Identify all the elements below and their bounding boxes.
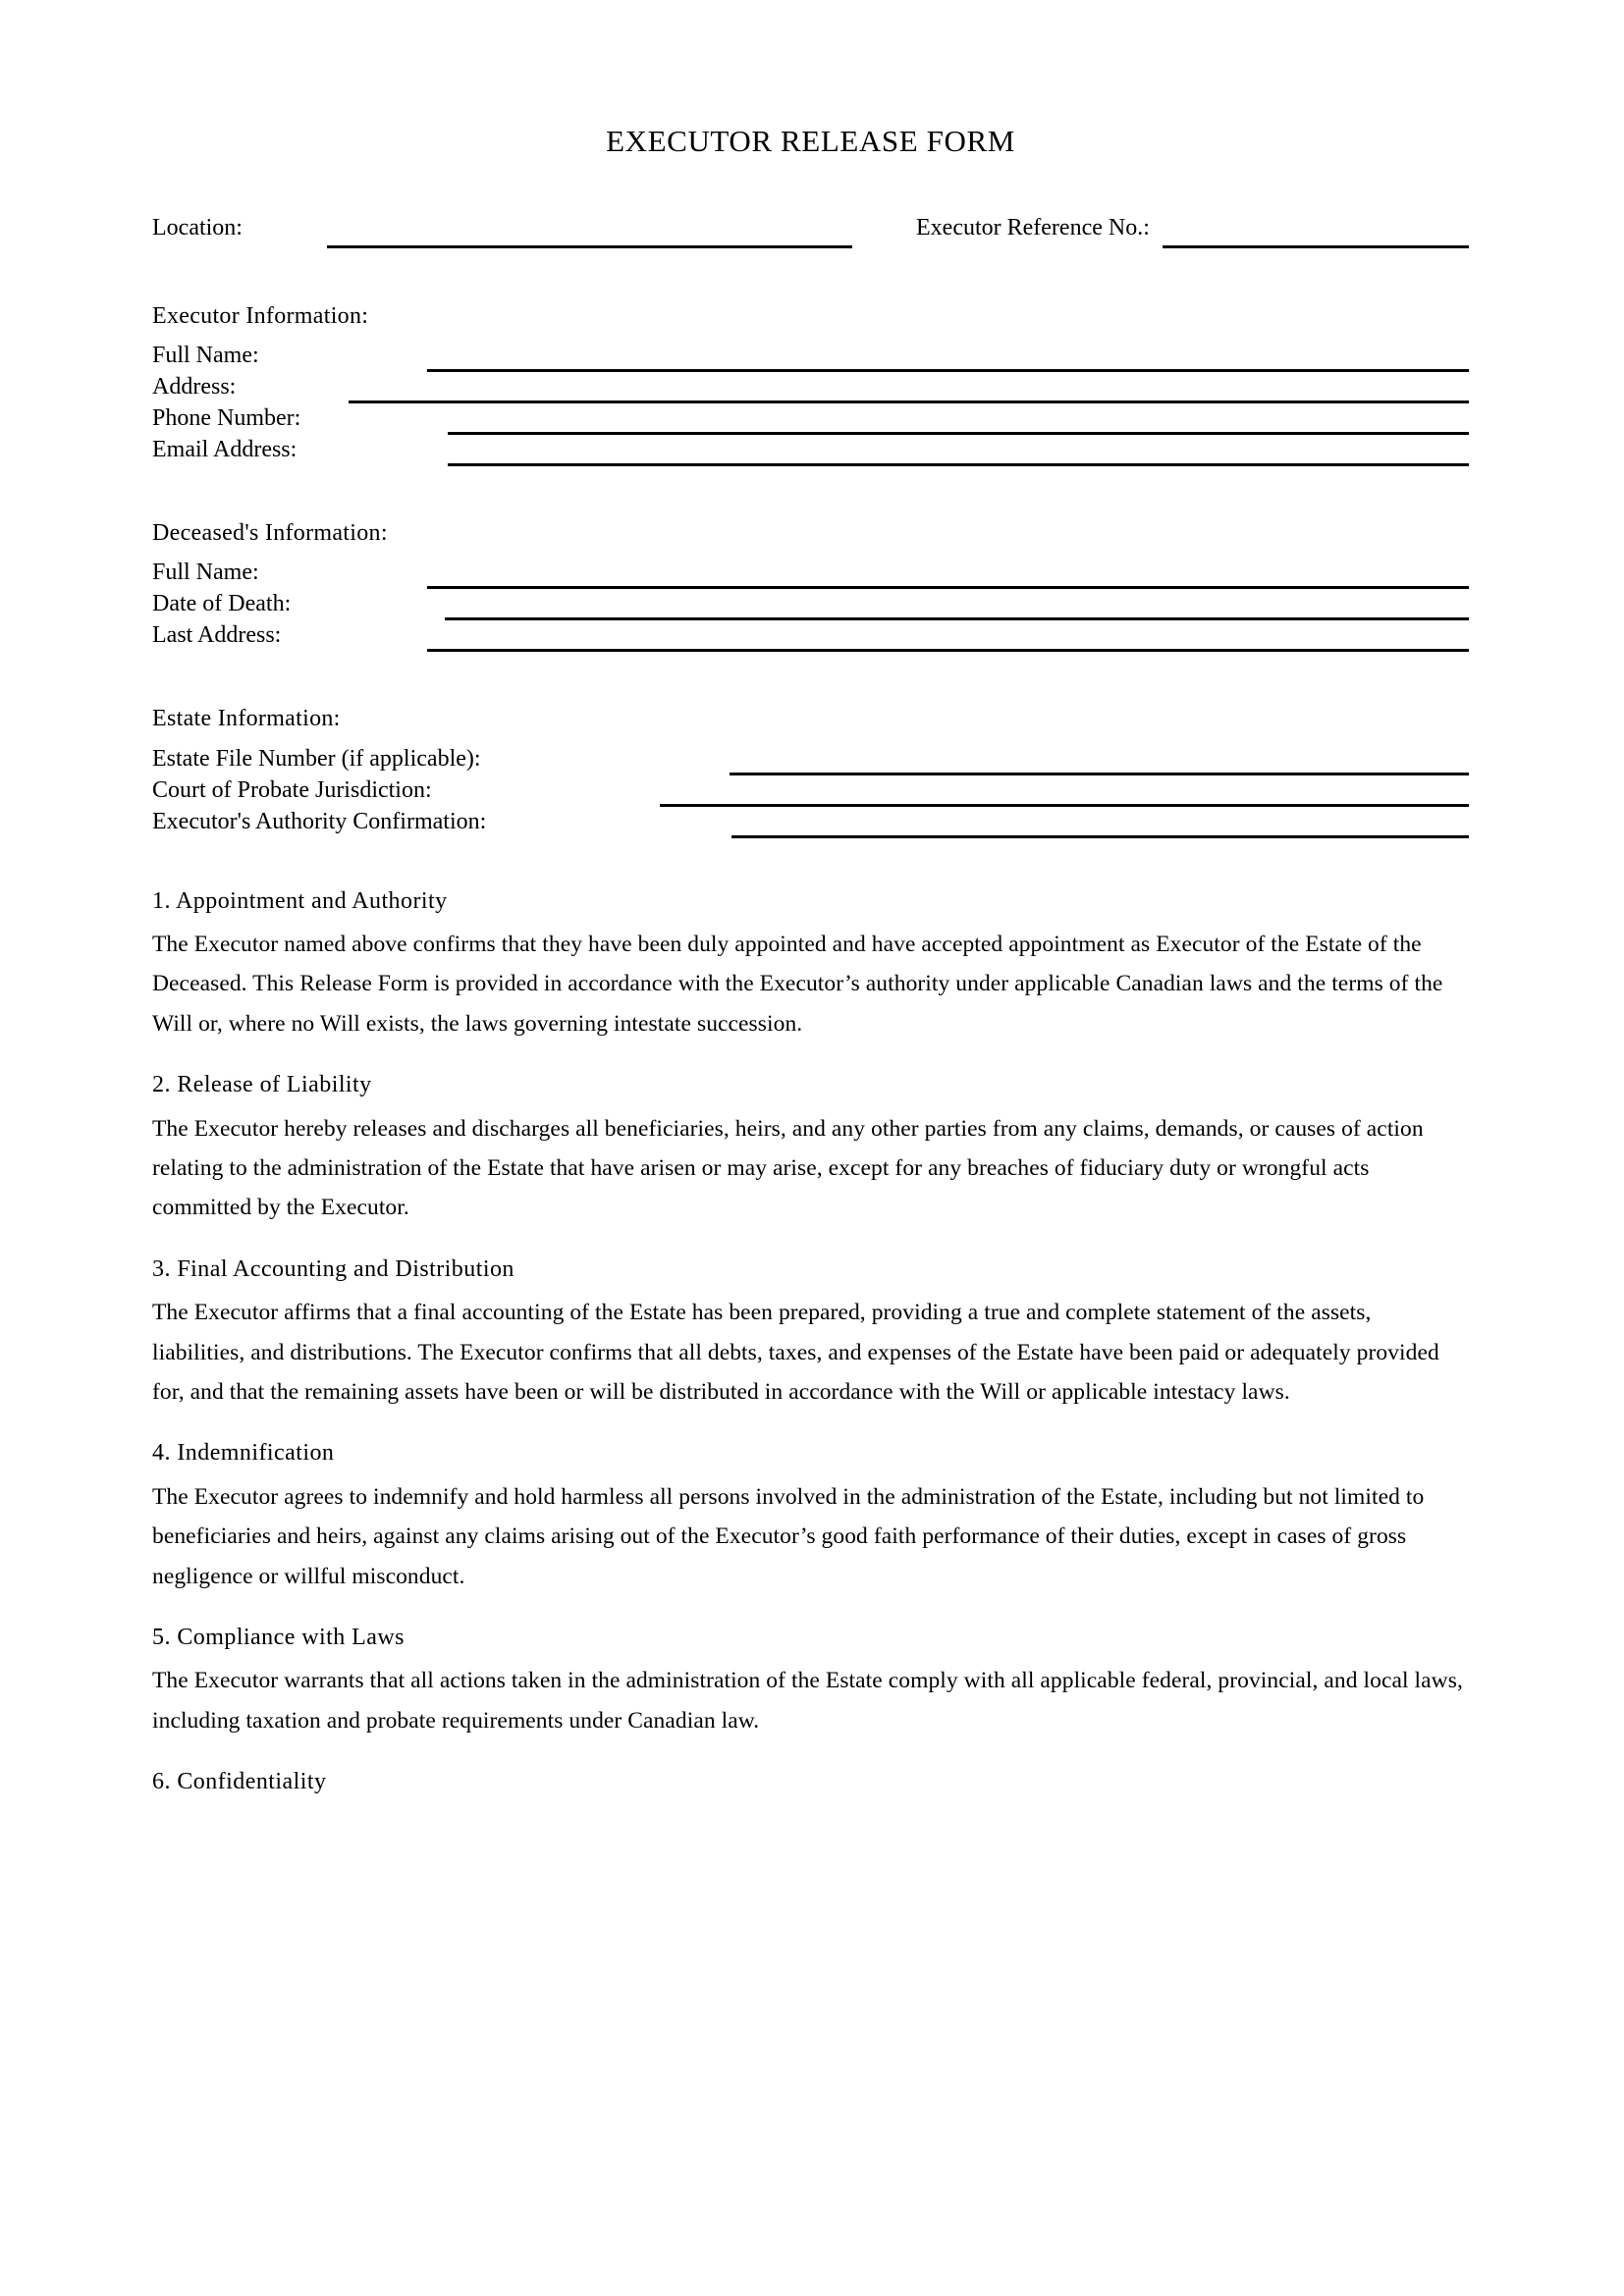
clause-1-title: 1. Appointment and Authority bbox=[152, 887, 448, 914]
field-row-executor-authority bbox=[152, 807, 1469, 838]
clause-4 bbox=[152, 1437, 1469, 1596]
executor-email-input-rule[interactable] bbox=[448, 463, 1469, 466]
field-row-executor-full-name bbox=[152, 341, 1469, 372]
clause-4-body: The Executor agrees to indemnify and hold harmless all persons involved in the administration of the Estate, including but not limited to beneficiaries and heirs, against any claims arising out of the Executor’s good faith performance of their duties, except in cases of gross negligence or willful misconduct. bbox=[152, 1483, 1425, 1589]
clause-2-title: 2. Release of Liability bbox=[152, 1072, 372, 1098]
location-input-rule[interactable] bbox=[327, 245, 852, 248]
field-row-estate-file-number bbox=[152, 744, 1469, 775]
executor-authority-label: Executor's Authority Confirmation: bbox=[152, 808, 487, 834]
field-row-executor-address bbox=[152, 372, 1469, 403]
clause-3 bbox=[152, 1254, 1469, 1413]
clause-5-body: The Executor warrants that all actions taken in the administration of the Estate comply with all applicable federal, provincial, and local laws, including taxation and probate requirements under Canadian law. bbox=[152, 1668, 1463, 1734]
deceased-full-name-label: Full Name: bbox=[152, 560, 259, 586]
deceased-last-address-label: Last Address: bbox=[152, 622, 282, 649]
executor-email-label: Email Address: bbox=[152, 437, 298, 463]
clause-3-body: The Executor affirms that a final accounting of the Estate has been prepared, providing a true and complete statement of the assets, liabilities, and distributions. The Executor confirms that all debts, taxes, and expenses of the Estate have been paid or adequately provided for, and that the remaining assets have been or will be distributed in accordance with the Will or applicable intestacy laws. bbox=[152, 1300, 1439, 1405]
clause-2-body: The Executor hereby releases and discharges all beneficiaries, heirs, and any other parties from any claims, demands, or causes of action relating to the administration of the Estate that have arisen or may arise, except for any breaches of fiduciary duty or wrongful acts committed by the Executor. bbox=[152, 1115, 1424, 1221]
deceased-last-address-input-rule[interactable] bbox=[427, 649, 1469, 652]
clause-3-title: 3. Final Accounting and Distribution bbox=[152, 1255, 514, 1282]
field-row-deceased-full-name bbox=[152, 558, 1469, 589]
estate-information-block bbox=[152, 703, 1469, 837]
page-content bbox=[152, 0, 1469, 1806]
page-title: EXECUTOR RELEASE FORM bbox=[606, 124, 1015, 158]
deceased-information-block bbox=[152, 517, 1469, 652]
location-label: Location: bbox=[152, 215, 243, 241]
field-row-court-of-probate bbox=[152, 775, 1469, 807]
clause-4-title: 4. Indemnification bbox=[152, 1440, 335, 1467]
clause-5 bbox=[152, 1622, 1469, 1740]
clause-1-body: The Executor named above confirms that they have been duly appointed and have accepted appointment as Executor of the Estate of the Deceased. This Release Form is provided in accordance with the Executor’s authority under applicable Canadian laws and the terms of the Will or, where no Will exists, the laws governing intestate succession. bbox=[152, 931, 1443, 1037]
field-row-executor-email bbox=[152, 435, 1469, 466]
executor-reference-label: Executor Reference No.: bbox=[916, 215, 1150, 241]
estate-file-number-label: Estate File Number (if applicable): bbox=[152, 745, 481, 772]
executor-authority-input-rule[interactable] bbox=[731, 835, 1469, 838]
executor-information-block bbox=[152, 300, 1469, 466]
clause-6 bbox=[152, 1766, 1469, 1797]
field-row-deceased-date-of-death bbox=[152, 589, 1469, 620]
clause-5-title: 5. Compliance with Laws bbox=[152, 1624, 405, 1650]
executor-address-label: Address: bbox=[152, 374, 237, 400]
court-of-probate-label: Court of Probate Jurisdiction: bbox=[152, 776, 432, 803]
deceased-date-of-death-label: Date of Death: bbox=[152, 591, 292, 617]
deceased-information-heading: Deceased's Information: bbox=[152, 520, 388, 547]
executor-phone-label: Phone Number: bbox=[152, 405, 301, 432]
clauses-list bbox=[152, 885, 1469, 1798]
clause-1 bbox=[152, 885, 1469, 1044]
clause-2 bbox=[152, 1069, 1469, 1228]
estate-information-heading: Estate Information: bbox=[152, 706, 341, 732]
header-field-row bbox=[152, 215, 1469, 254]
field-row-executor-phone bbox=[152, 403, 1469, 435]
clause-6-title: 6. Confidentiality bbox=[152, 1769, 327, 1795]
executor-reference-input-rule[interactable] bbox=[1163, 245, 1469, 248]
field-row-deceased-last-address bbox=[152, 620, 1469, 652]
executor-information-heading: Executor Information: bbox=[152, 303, 369, 330]
executor-full-name-label: Full Name: bbox=[152, 343, 259, 369]
